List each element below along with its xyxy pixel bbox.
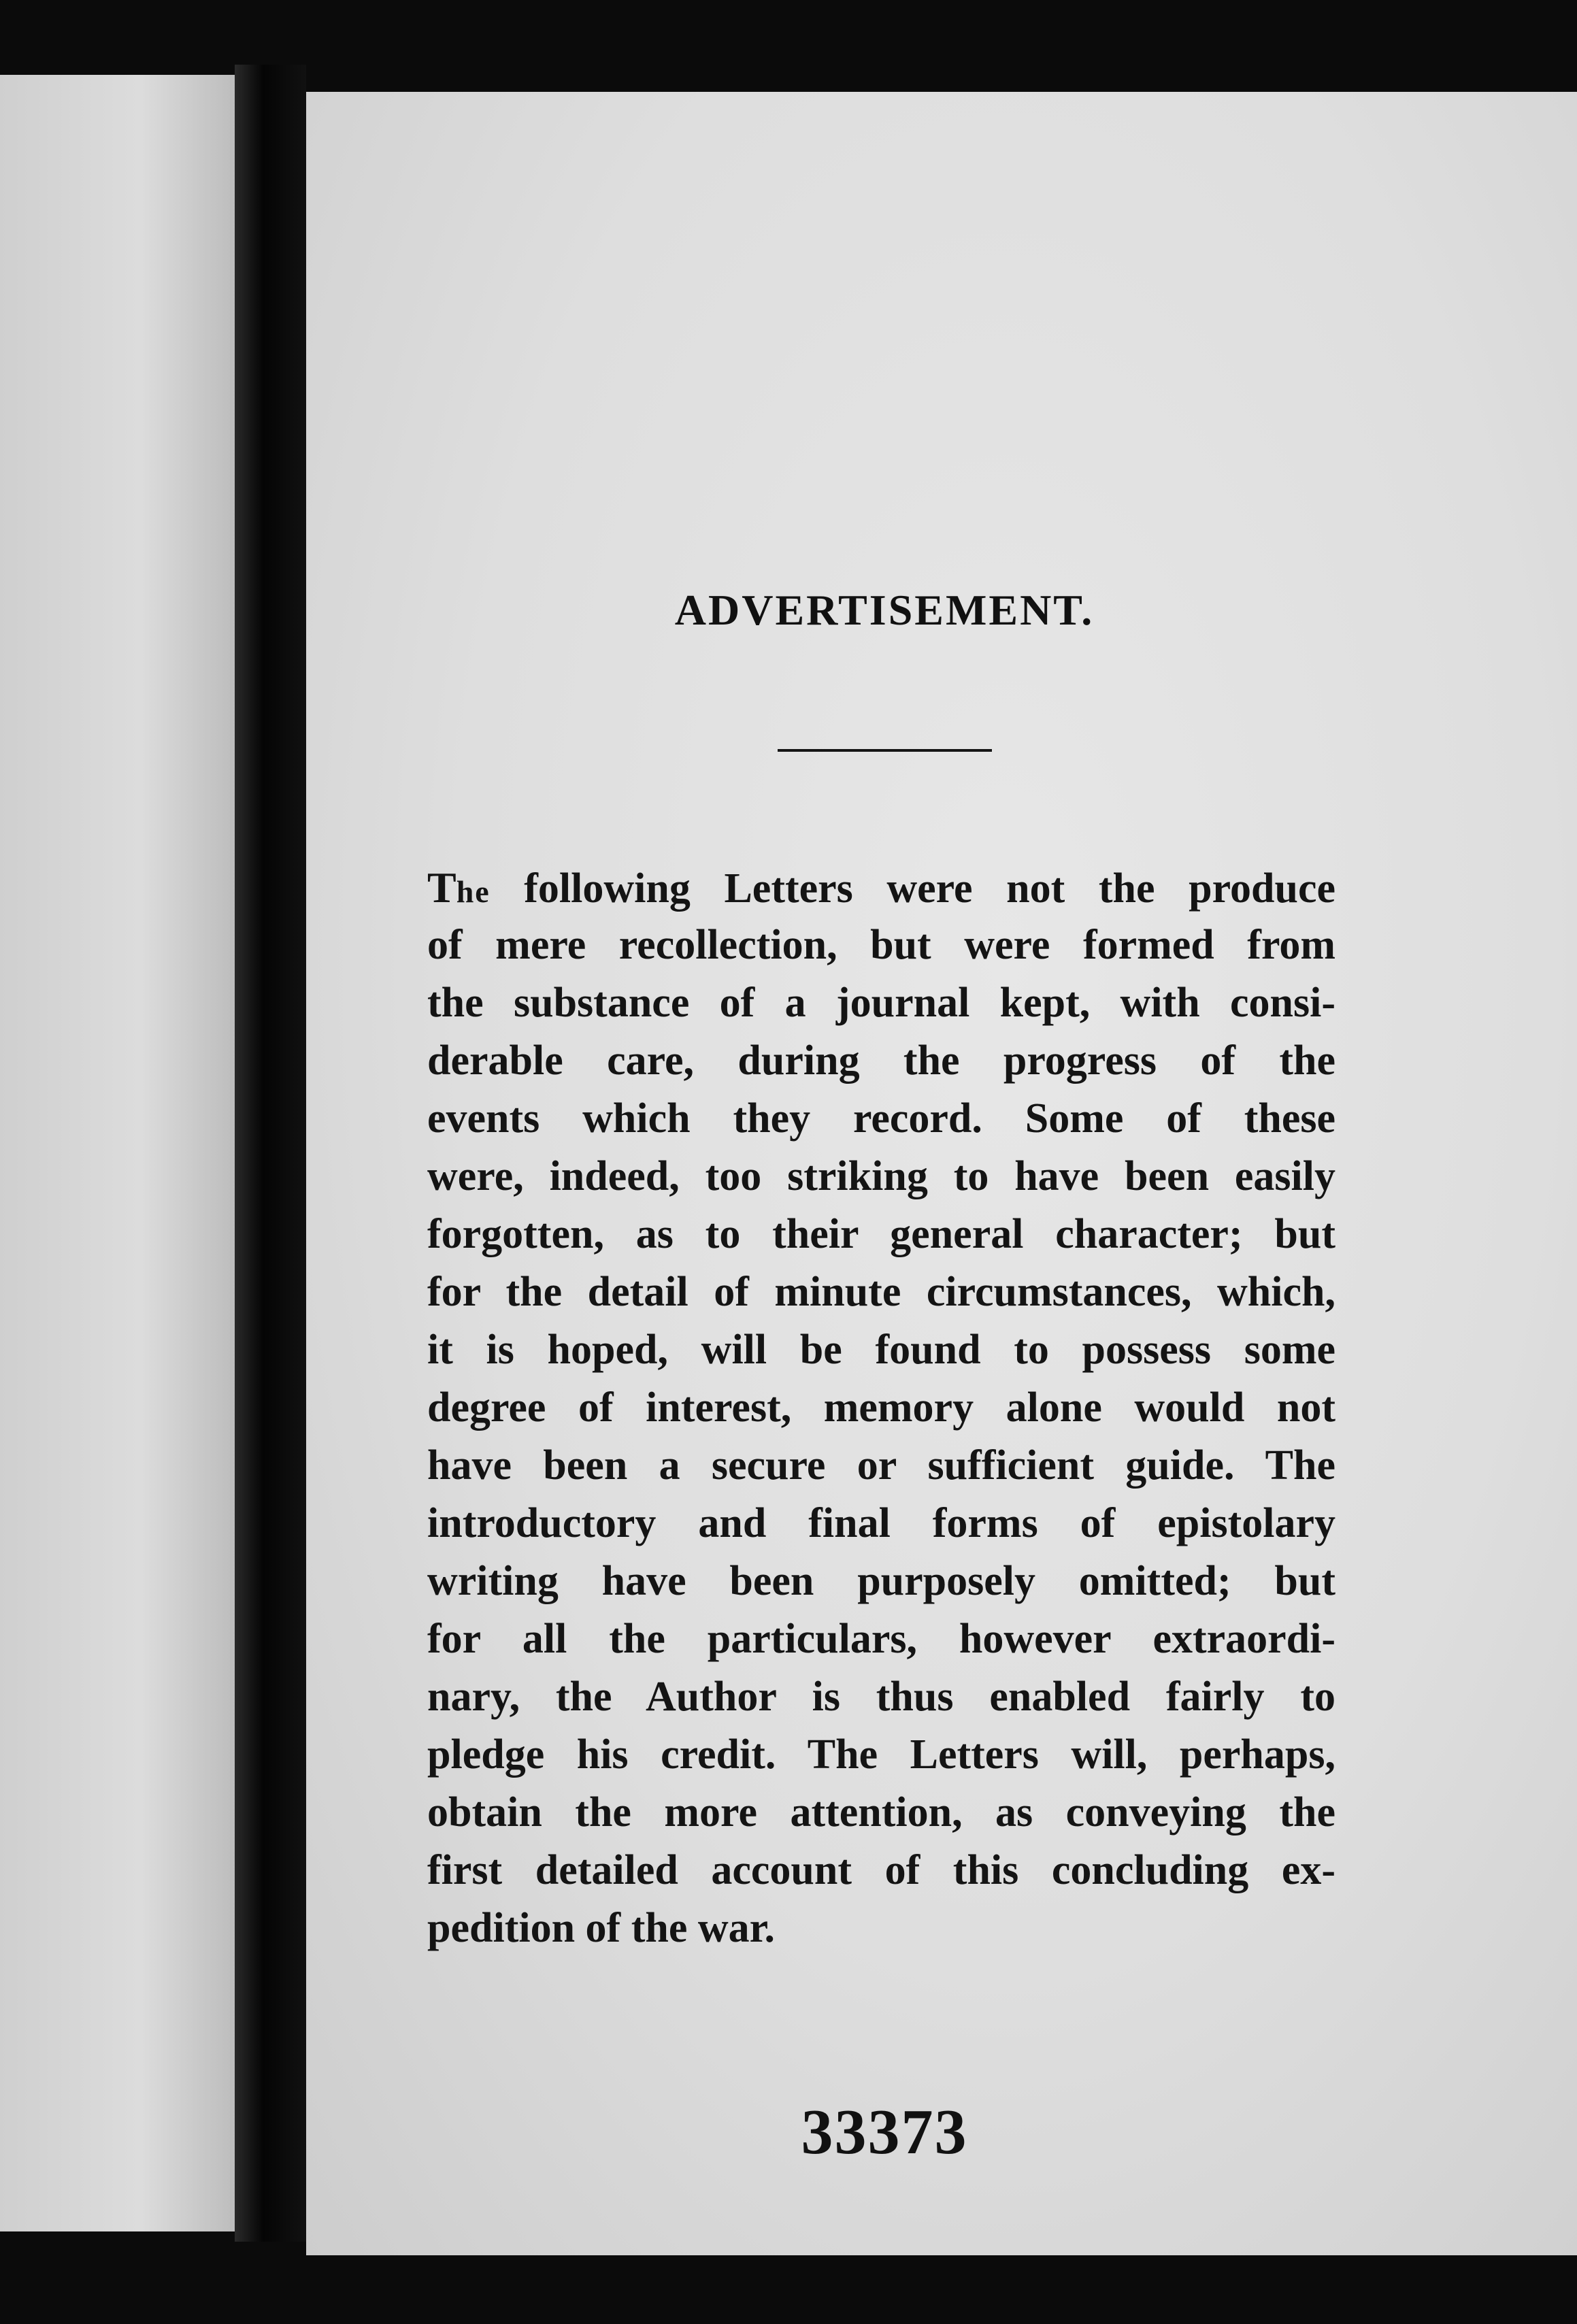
text-line: were, indeed, too striking to have been easily bbox=[427, 1153, 1335, 1199]
book-gutter bbox=[235, 65, 306, 2242]
text-line: for the detail of minute circumstances, which, bbox=[427, 1269, 1335, 1315]
text-line: the substance of a journal kept, with consi- bbox=[427, 980, 1335, 1026]
catalog-number: 33373 bbox=[801, 2097, 968, 2168]
text-line: writing have been purposely omitted; but bbox=[427, 1558, 1335, 1604]
text-line: first detailed account of this concluding ex- bbox=[427, 1847, 1335, 1893]
heading-rule bbox=[778, 749, 992, 752]
advertisement-text bbox=[427, 859, 1335, 1957]
text-line: events which they record. Some of these bbox=[427, 1095, 1335, 1142]
text-line: degree of interest, memory alone would not bbox=[427, 1384, 1335, 1431]
text-line: obtain the more attention, as conveying the bbox=[427, 1789, 1335, 1836]
adjacent-page bbox=[0, 75, 235, 2231]
small-caps: he bbox=[456, 874, 491, 909]
text-line: forgotten, as to their general character; but bbox=[427, 1211, 1335, 1257]
text-line: The following Letters were not the produce bbox=[427, 863, 1335, 912]
drop-initial: T bbox=[427, 863, 456, 912]
text-line: pledge his credit. The Letters will, perhaps, bbox=[427, 1731, 1335, 1778]
text-line: have been a secure or sufficient guide. The bbox=[427, 1442, 1335, 1489]
page-heading: ADVERTISEMENT. bbox=[674, 586, 1095, 634]
text-line: derable care, during the progress of the bbox=[427, 1038, 1335, 1084]
text-line: pedition of the war. bbox=[427, 1905, 775, 1951]
text-line: introductory and final forms of epistolary bbox=[427, 1500, 1335, 1546]
text-line: of mere recollection, but were formed from bbox=[427, 922, 1335, 968]
text-line: for all the particulars, however extraordi- bbox=[427, 1616, 1335, 1662]
text-line: it is hoped, will be found to possess some bbox=[427, 1327, 1335, 1373]
text-line: nary, the Author is thus enabled fairly to bbox=[427, 1674, 1335, 1720]
